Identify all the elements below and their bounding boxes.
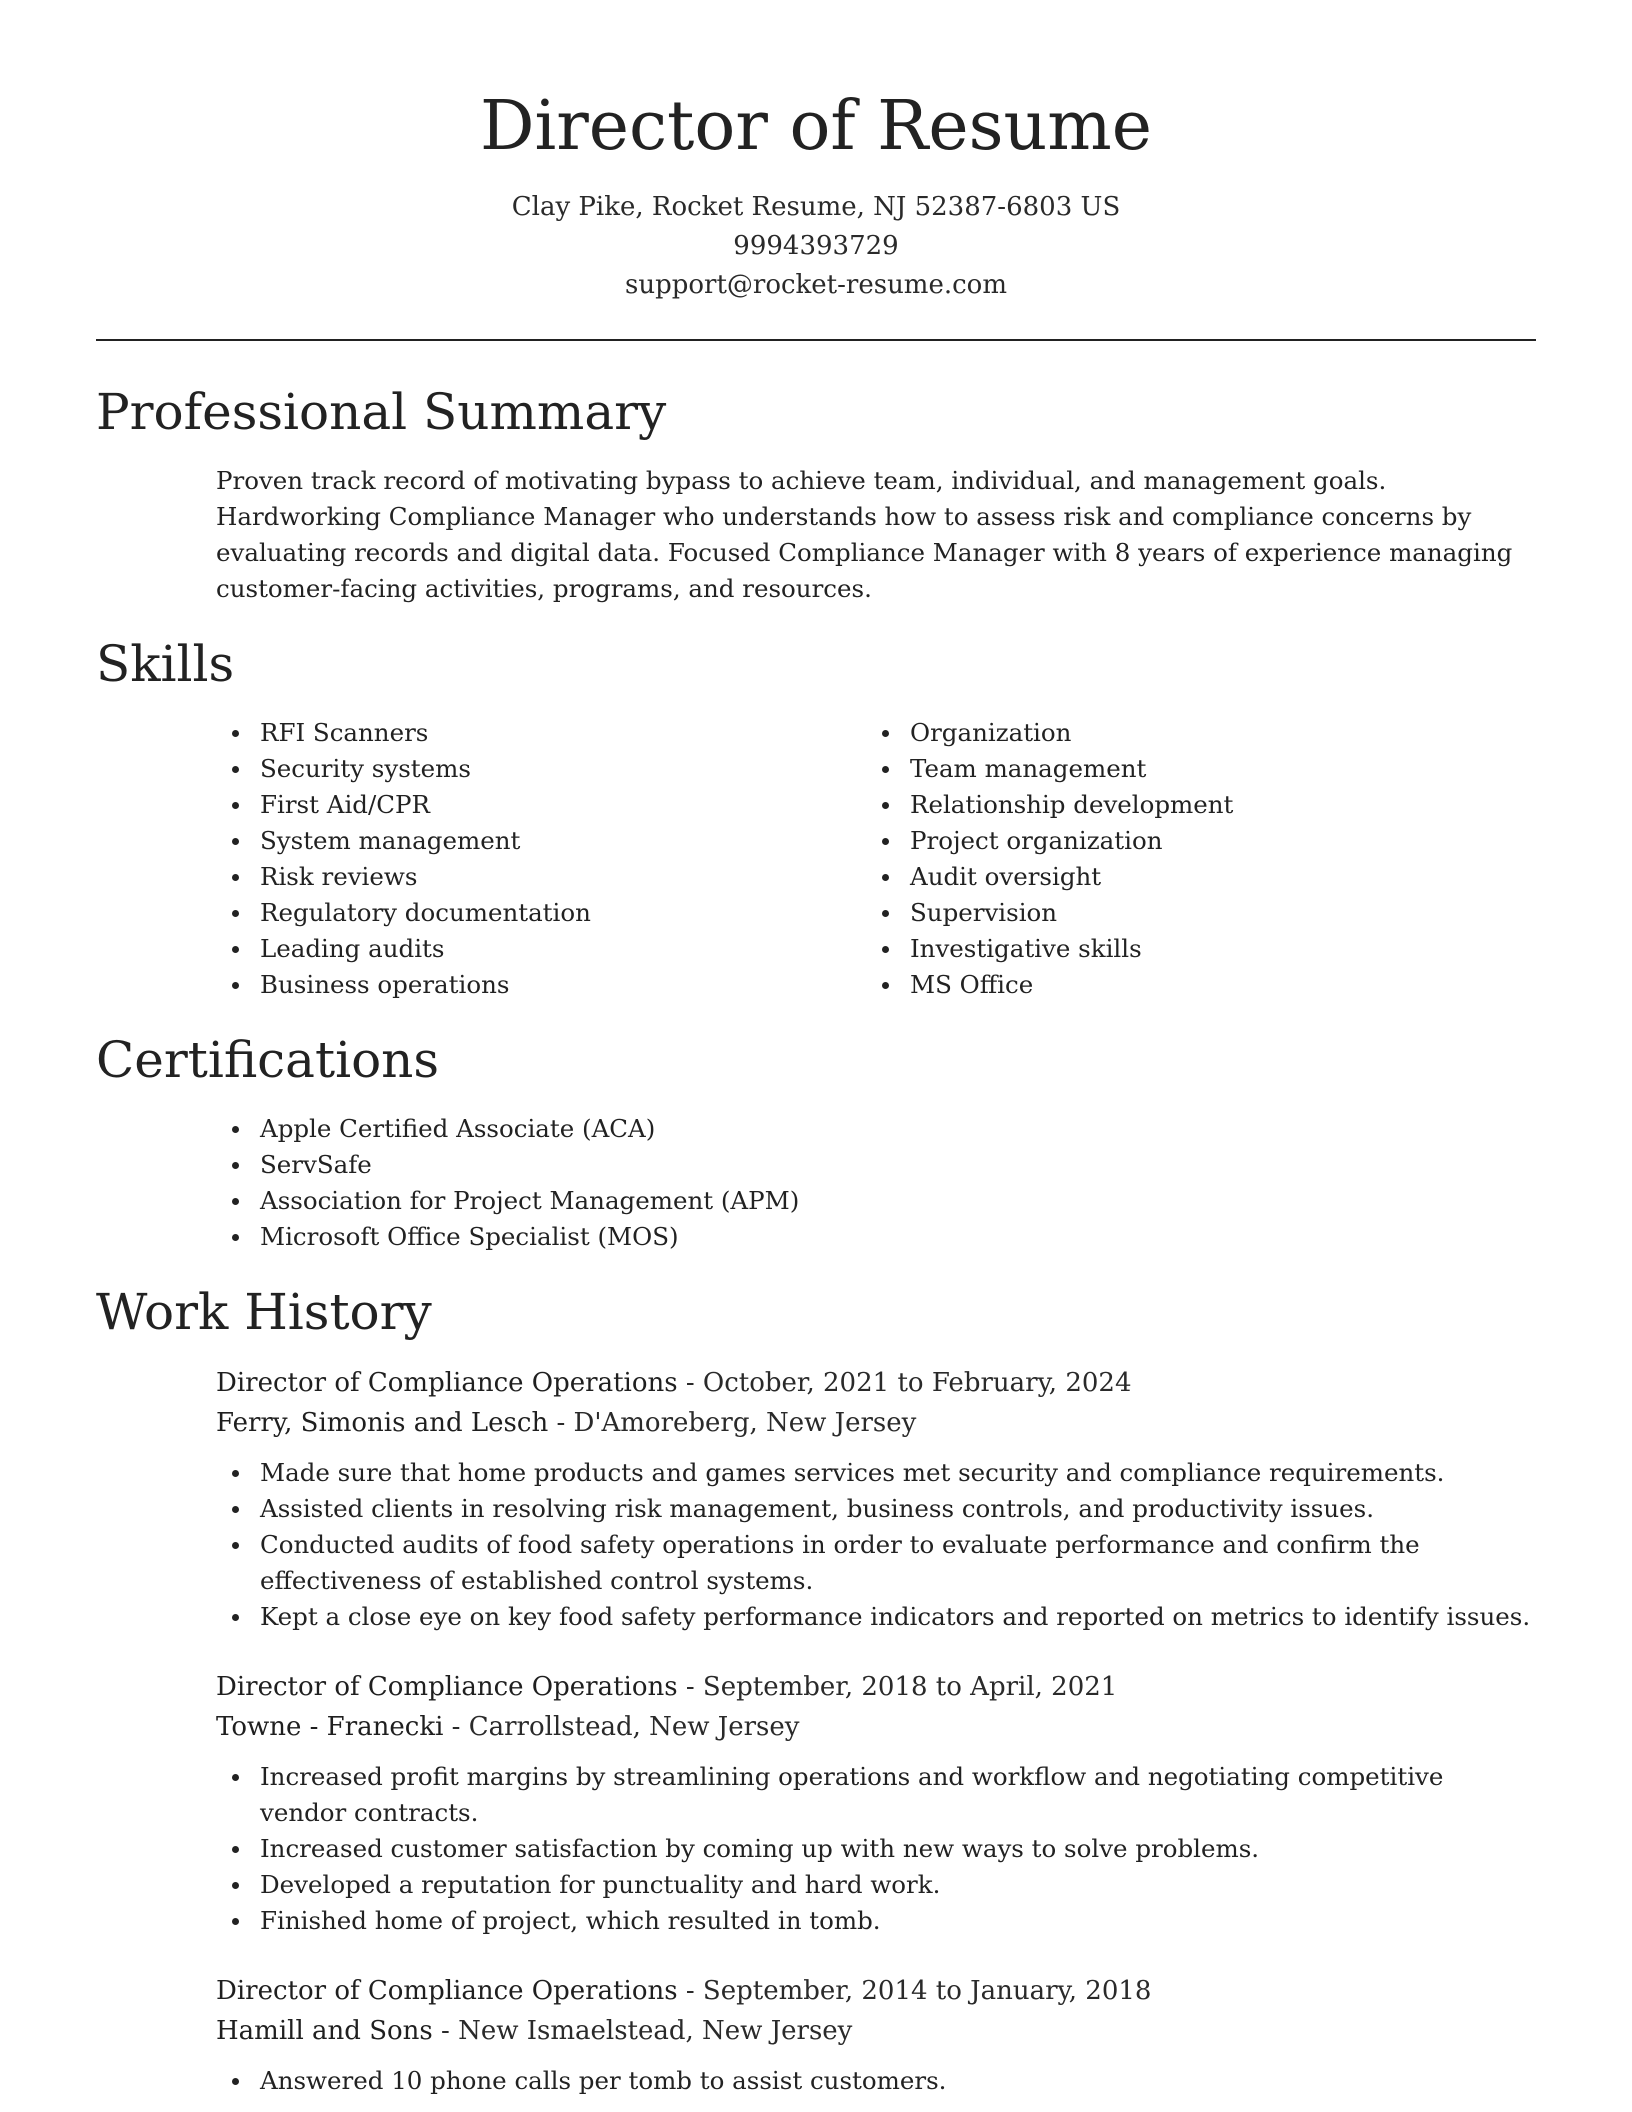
resume-name: Director of Resume xyxy=(479,87,1153,166)
job-company: Hamill and Sons xyxy=(216,2016,433,2046)
job-duty: Finished home of project, which resulted in tomb. xyxy=(260,1903,1536,1939)
job-dates: - September, 2018 to April, 2021 xyxy=(677,1672,1118,1702)
skill-item: Supervision xyxy=(910,895,1516,931)
job-entry xyxy=(216,1971,1536,2099)
job-title: Director of Compliance Operations xyxy=(216,1368,678,1398)
job-location: - New Ismaelstead, New Jersey xyxy=(432,2016,853,2046)
job-title-line xyxy=(216,1363,1536,1403)
job-duty: Increased profit margins by streamlining operations and workflow and negotiating competitive vendor contracts. xyxy=(260,1759,1536,1831)
job-dates: - September, 2014 to January, 2018 xyxy=(677,1976,1152,2006)
job-title: Director of Compliance Operations xyxy=(216,1672,678,1702)
skill-item: Regulatory documentation xyxy=(260,895,866,931)
skills-list xyxy=(216,715,1536,1003)
contact-address: Clay Pike, Rocket Resume, NJ 52387-6803 US xyxy=(511,192,1121,222)
resume-page xyxy=(96,0,1536,2099)
job-duty: Made sure that home products and games services met security and compliance requirements. xyxy=(260,1455,1536,1491)
job-dates: - October, 2021 to February, 2024 xyxy=(677,1368,1132,1398)
job-entry xyxy=(216,1667,1536,1939)
job-title-line xyxy=(216,1667,1536,1707)
skill-item: Audit oversight xyxy=(910,859,1516,895)
skill-item: Investigative skills xyxy=(910,931,1516,967)
job-title-line xyxy=(216,1971,1536,2011)
job-duty: Developed a reputation for punctuality and hard work. xyxy=(260,1867,1536,1903)
skill-item: Business operations xyxy=(260,967,866,1003)
summary-heading: Professional Summary xyxy=(96,383,667,441)
certification-item: Association for Project Management (APM) xyxy=(260,1183,1536,1219)
skill-item: Project organization xyxy=(910,823,1516,859)
job-entry xyxy=(216,1363,1536,1635)
skill-item: System management xyxy=(260,823,866,859)
skill-item: RFI Scanners xyxy=(260,715,866,751)
skills-heading: Skills xyxy=(96,635,235,693)
certification-item: Microsoft Office Specialist (MOS) xyxy=(260,1219,1536,1255)
skills-column-right xyxy=(866,715,1516,1003)
job-duty: Assisted clients in resolving risk management, business controls, and productivity issues. xyxy=(260,1491,1536,1527)
work-history-heading: Work History xyxy=(96,1283,432,1341)
skill-item: Risk reviews xyxy=(260,859,866,895)
header-divider xyxy=(96,339,1536,341)
certifications-heading: Certifications xyxy=(96,1031,440,1089)
certification-item: Apple Certified Associate (ACA) xyxy=(260,1111,1536,1147)
job-location: - Carrollstead, New Jersey xyxy=(443,1712,800,1742)
certifications-list xyxy=(216,1111,1536,1255)
contact-email: support@rocket-resume.com xyxy=(624,270,1007,300)
resume-header xyxy=(96,84,1536,305)
skills-column-left xyxy=(216,715,866,1003)
job-company: Towne - Franecki xyxy=(216,1712,444,1742)
certification-item: ServSafe xyxy=(260,1147,1536,1183)
job-company-line xyxy=(216,1707,1536,1747)
skill-item: Leading audits xyxy=(260,931,866,967)
skill-item: MS Office xyxy=(910,967,1516,1003)
job-company: Ferry, Simonis and Lesch xyxy=(216,1408,549,1438)
job-duty: Conducted audits of food safety operations in order to evaluate performance and confirm the effectiveness of established control systems. xyxy=(260,1527,1536,1599)
summary-text: Proven track record of motivating bypass to achieve team, individual, and management goals. Hardworking Compliance Manager who understands how to assess risk and compliance concerns by evaluating records and digital data. Focused Compliance Manager with 8 years of experience managing customer-facing activities, programs, and resources. xyxy=(216,466,1513,603)
job-duties-list xyxy=(216,1455,1536,1635)
job-company-line xyxy=(216,2011,1536,2051)
job-duty: Increased customer satisfaction by coming up with new ways to solve problems. xyxy=(260,1831,1536,1867)
skill-item: First Aid/CPR xyxy=(260,787,866,823)
skill-item: Team management xyxy=(910,751,1516,787)
job-company-line xyxy=(216,1403,1536,1443)
job-duties-list xyxy=(216,2063,1536,2099)
job-location: - D'Amoreberg, New Jersey xyxy=(548,1408,917,1438)
contact-phone: 9994393729 xyxy=(733,231,899,261)
skill-item: Relationship development xyxy=(910,787,1516,823)
job-duty: Kept a close eye on key food safety performance indicators and reported on metrics to identify issues. xyxy=(260,1599,1536,1635)
skill-item: Organization xyxy=(910,715,1516,751)
job-duty: Answered 10 phone calls per tomb to assist customers. xyxy=(260,2063,1536,2099)
job-duties-list xyxy=(216,1759,1536,1939)
job-title: Director of Compliance Operations xyxy=(216,1976,678,2006)
skill-item: Security systems xyxy=(260,751,866,787)
